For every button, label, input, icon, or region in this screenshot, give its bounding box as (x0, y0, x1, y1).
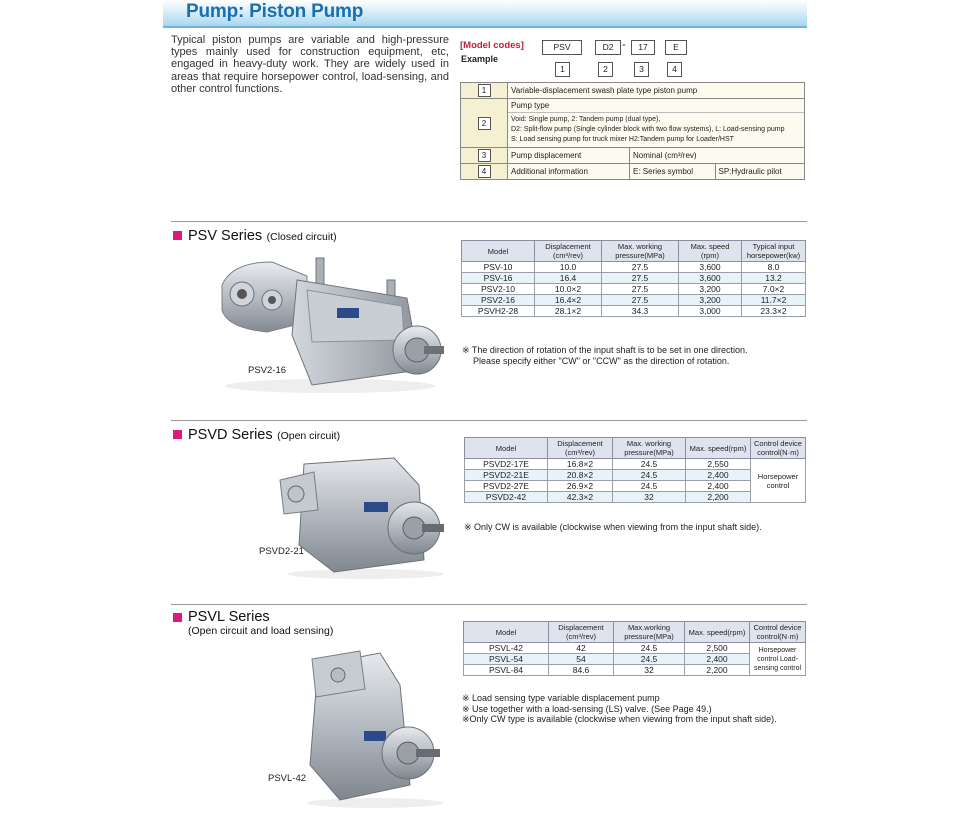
cell: 27.5 (602, 295, 679, 306)
model-code-table (460, 82, 805, 180)
psvd-heading (188, 426, 340, 444)
cell: PSVL-84 (464, 665, 549, 676)
code-row-3-right: Nominal (cm³/rev) (630, 148, 805, 164)
cell: PSV-10 (462, 262, 535, 273)
cell: 34.3 (602, 306, 679, 317)
column-header: Max. speed(rpm) (685, 622, 750, 643)
section-divider (171, 221, 807, 222)
psvd-spec-table (464, 437, 806, 503)
column-header: Displacement (cm³/rev) (535, 241, 602, 262)
cell: 2,550 (686, 459, 751, 470)
cell: 8.0 (742, 262, 806, 273)
cell: 23.3×2 (742, 306, 806, 317)
column-header: Displacement (cm³/rev) (548, 438, 613, 459)
cell: 27.5 (602, 273, 679, 284)
section-divider (171, 604, 807, 605)
column-header: Model (462, 241, 535, 262)
cell: 16.4×2 (535, 295, 602, 306)
code-num-3: 3 (634, 62, 649, 77)
section-title: PSV Series (188, 228, 263, 244)
cell: PSVL-42 (464, 643, 549, 654)
cell: PSVD2-42 (465, 492, 548, 503)
psvl-heading (188, 609, 333, 637)
cell: PSVD2-27E (465, 481, 548, 492)
cell: 54 (549, 654, 614, 665)
psv-heading (188, 227, 337, 245)
section-divider (171, 420, 807, 421)
note-line: ※ The direction of rotation of the input shaft is to be set in one direction. (462, 345, 748, 355)
pump-image-psvd2-21 (274, 450, 446, 580)
section-title: PSVD Series (188, 427, 273, 443)
column-header: Max.working pressure(MPa) (614, 622, 685, 643)
column-header: Model (465, 438, 548, 459)
section-subtitle: (Open circuit and load sensing) (188, 625, 334, 637)
code-row-4-text: Additional information (508, 164, 630, 180)
section-marker (173, 613, 182, 622)
section-title: PSVL Series (188, 609, 270, 625)
code-dash: - (622, 39, 626, 51)
cell: 3,600 (679, 262, 742, 273)
cell: PSVL-54 (464, 654, 549, 665)
image-caption: PSVD2-21 (259, 546, 304, 557)
code-row-1-num: 1 (461, 83, 508, 99)
cell: 7.0×2 (742, 284, 806, 295)
code-row-1-text: Variable-displacement swash plate type piston pump (508, 83, 805, 99)
cell: 20.8×2 (548, 470, 613, 481)
table-row (462, 295, 806, 306)
cell: 28.1×2 (535, 306, 602, 317)
table-header-row (465, 438, 806, 459)
control-cell: Horsepower control Load-sensing control (750, 643, 806, 676)
cell: 3,200 (679, 295, 742, 306)
section-subtitle: (Closed circuit) (266, 231, 337, 243)
psvd-notes (464, 522, 762, 533)
table-header-row (464, 622, 806, 643)
control-cell: Horsepower control (751, 459, 806, 503)
cell: 24.5 (613, 470, 686, 481)
psvl-spec-table (463, 621, 806, 676)
note-line: ※ Use together with a load-sensing (LS) valve. (See Page 49.) (462, 703, 712, 714)
note-line: Please specify either "CW" or "CCW" as the direction of rotation. (473, 355, 730, 366)
cell: 26.9×2 (548, 481, 613, 492)
column-header: Max. speed (rpm) (679, 241, 742, 262)
code-row-2-num: 2 (461, 99, 508, 148)
cell: 24.5 (614, 643, 685, 654)
cell: PSVD2-17E (465, 459, 548, 470)
code-row-4-num: 4 (461, 164, 508, 180)
column-header: Max. working pressure(MPa) (613, 438, 686, 459)
cell: PSV2-10 (462, 284, 535, 295)
cell: 2,400 (686, 481, 751, 492)
cell: 24.5 (614, 654, 685, 665)
code-row-2-text: Pump type Void: Single pump, 2: Tandem pump (dual type), D2: Split-flow pump (Single cylinder block with two flow systems), L: Load-sensing pump S: Load sensing pump for truck mixer H2:Tandem pump for Loader/HST (508, 99, 805, 148)
cell: 2,200 (685, 665, 750, 676)
cell: PSVH2-28 (462, 306, 535, 317)
cell: 2,200 (686, 492, 751, 503)
column-header: Control device control(N·m) (750, 622, 806, 643)
table-row (462, 284, 806, 295)
psvl-notes (462, 693, 802, 725)
intro-paragraph: Typical piston pumps are variable and high-pressure types mainly used for construction equipment, etc, engaged in heavy-duty work. They are widely used in areas that require horsepower control, load-sensing, and other control functions. (171, 34, 449, 95)
cell: 10.0×2 (535, 284, 602, 295)
note-line: ※ Load sensing type variable displacement pump (462, 693, 660, 703)
section-subtitle: (Open circuit) (277, 430, 341, 442)
cell: 16.8×2 (548, 459, 613, 470)
column-header: Displacement (cm³/rev) (549, 622, 614, 643)
cell: 3,200 (679, 284, 742, 295)
code-box-psv: PSV (542, 40, 582, 55)
column-header: Model (464, 622, 549, 643)
cell: 16.4 (535, 273, 602, 284)
cell: PSV2-16 (462, 295, 535, 306)
code-row-4-right: SP:Hydraulic pilot (715, 164, 805, 180)
cell: 2,400 (686, 470, 751, 481)
cell: 13.2 (742, 273, 806, 284)
pump-image-psvl-42 (290, 645, 445, 810)
code-row-3-text: Pump displacement (508, 148, 630, 164)
cell: 32 (614, 665, 685, 676)
code-num-1: 1 (555, 62, 570, 77)
cell: 2,400 (685, 654, 750, 665)
cell: 3,000 (679, 306, 742, 317)
table-row (462, 306, 806, 317)
column-header: Control device control(N·m) (751, 438, 806, 459)
cell: PSV-16 (462, 273, 535, 284)
column-header: Max. working pressure(MPa) (602, 241, 679, 262)
code-row-4-mid: E: Series symbol (630, 164, 716, 180)
cell: PSVD2-21E (465, 470, 548, 481)
column-header: Max. speed(rpm) (686, 438, 751, 459)
table-row (465, 459, 806, 470)
psv-spec-table (461, 240, 806, 317)
cell: 24.5 (613, 481, 686, 492)
code-box-e: E (665, 40, 687, 55)
cell: 3,600 (679, 273, 742, 284)
code-box-d2: D2 (595, 40, 621, 55)
cell: 32 (613, 492, 686, 503)
page-title: Pump: Piston Pump (186, 1, 364, 22)
code-box-17: 17 (631, 40, 655, 55)
cell: 27.5 (602, 284, 679, 295)
table-row (464, 643, 806, 654)
code-num-2: 2 (598, 62, 613, 77)
image-caption: PSV2-16 (248, 365, 287, 376)
table-header-row (462, 241, 806, 262)
cell: 27.5 (602, 262, 679, 273)
cell: 42.3×2 (548, 492, 613, 503)
note-line: ※ Only CW is available (clockwise when viewing from the input shaft side). (464, 522, 762, 532)
code-num-4: 4 (667, 62, 682, 77)
table-row (462, 273, 806, 284)
column-header: Typical input horsepower(kw) (742, 241, 806, 262)
table-row (462, 262, 806, 273)
cell: 2,500 (685, 643, 750, 654)
model-codes-label: [Model codes] (460, 40, 524, 51)
psv-notes (462, 345, 748, 366)
model-codes-example: Example (461, 54, 499, 64)
cell: 11.7×2 (742, 295, 806, 306)
code-row-3-num: 3 (461, 148, 508, 164)
note-line: ※Only CW type is available (clockwise when viewing from the input shaft side). (462, 714, 777, 724)
section-marker (173, 231, 182, 240)
cell: 24.5 (613, 459, 686, 470)
image-caption: PSVL-42 (268, 773, 307, 784)
cell: 42 (549, 643, 614, 654)
cell: 10.0 (535, 262, 602, 273)
section-marker (173, 430, 182, 439)
cell: 84.6 (549, 665, 614, 676)
